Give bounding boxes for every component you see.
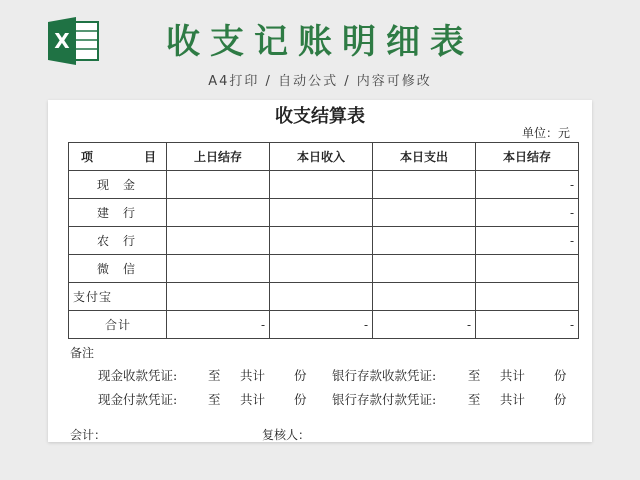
reviewer-signature: 复核人： — [262, 428, 311, 442]
row-item: 农行 — [69, 227, 167, 255]
unit-label: 单位：元 — [521, 126, 570, 140]
bank-voucher-total: 共计 — [499, 368, 525, 383]
ledger-sheet — [48, 100, 592, 442]
cell-income[interactable] — [270, 199, 373, 227]
cell-balance[interactable]: - — [476, 171, 579, 199]
voucher-row-payments — [98, 390, 566, 408]
voucher-total: 共计 — [239, 392, 265, 407]
voucher-label: 现金付款凭证: — [98, 392, 178, 407]
row-item: 合计 — [69, 311, 167, 339]
table-row — [69, 227, 579, 255]
header-prev-balance: 上日结存 — [167, 143, 270, 171]
voucher-to: 至 — [207, 368, 221, 383]
bank-voucher-label: 银行存款付款凭证: — [331, 392, 437, 407]
bank-voucher-to: 至 — [467, 392, 481, 407]
page-title: 收支记账明细表 — [166, 22, 474, 62]
voucher-unit: 份 — [293, 368, 307, 383]
cell-prev[interactable] — [167, 199, 270, 227]
cell-balance[interactable]: - — [476, 199, 579, 227]
voucher-unit: 份 — [293, 392, 307, 407]
header-item-right: 目 — [143, 150, 156, 164]
bank-voucher-unit: 份 — [553, 368, 567, 383]
sheet-title: 收支结算表 — [275, 106, 365, 127]
excel-logo-letter: X — [54, 29, 70, 53]
cell-income[interactable] — [270, 227, 373, 255]
table-header-row — [69, 143, 579, 171]
row-item: 支付宝 — [69, 283, 167, 311]
page-header — [0, 0, 640, 100]
ledger-table — [68, 142, 579, 339]
cell-prev[interactable]: - — [167, 311, 270, 339]
cell-income[interactable] — [270, 255, 373, 283]
notes-label: 备注 — [70, 346, 95, 360]
cell-prev[interactable] — [167, 227, 270, 255]
header-expense: 本日支出 — [373, 143, 476, 171]
row-item: 现金 — [69, 171, 167, 199]
cell-expense[interactable] — [373, 255, 476, 283]
row-item: 建行 — [69, 199, 167, 227]
row-item: 微信 — [69, 255, 167, 283]
header-balance: 本日结存 — [476, 143, 579, 171]
table-row — [69, 199, 579, 227]
cell-expense[interactable]: - — [373, 311, 476, 339]
cell-prev[interactable] — [167, 171, 270, 199]
cell-prev[interactable] — [167, 283, 270, 311]
voucher-label: 现金收款凭证: — [98, 368, 178, 383]
cell-income[interactable] — [270, 171, 373, 199]
cell-balance[interactable]: - — [476, 227, 579, 255]
header-item-left: 项 — [81, 150, 94, 164]
voucher-row-receipts — [98, 366, 566, 384]
voucher-total: 共计 — [239, 368, 265, 383]
accountant-signature: 会计： — [70, 428, 107, 442]
cell-expense[interactable] — [373, 283, 476, 311]
cell-income[interactable]: - — [270, 311, 373, 339]
page-subtitle: A4打印 / 自动公式 / 内容可修改 — [208, 74, 432, 89]
table-row — [69, 171, 579, 199]
bank-voucher-unit: 份 — [553, 392, 567, 407]
header-income: 本日收入 — [270, 143, 373, 171]
cell-balance[interactable]: - — [476, 311, 579, 339]
cell-prev[interactable] — [167, 255, 270, 283]
cell-income[interactable] — [270, 283, 373, 311]
cell-expense[interactable] — [373, 199, 476, 227]
table-row-total — [69, 311, 579, 339]
bank-voucher-label: 银行存款收款凭证: — [331, 368, 437, 383]
bank-voucher-total: 共计 — [499, 392, 525, 407]
cell-expense[interactable] — [373, 171, 476, 199]
voucher-to: 至 — [207, 392, 221, 407]
bank-voucher-to: 至 — [467, 368, 481, 383]
cell-balance[interactable] — [476, 283, 579, 311]
cell-expense[interactable] — [373, 227, 476, 255]
header-item — [69, 143, 167, 171]
table-row — [69, 255, 579, 283]
table-row — [69, 283, 579, 311]
cell-balance[interactable] — [476, 255, 579, 283]
